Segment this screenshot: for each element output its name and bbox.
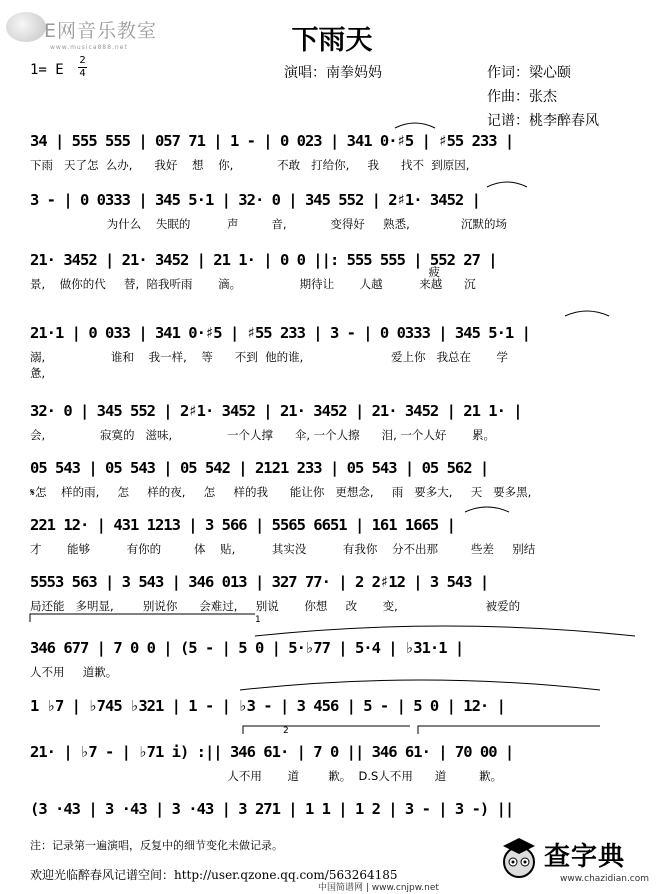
row-lyric-2: 疲 xyxy=(30,265,440,279)
row-lyric: 才 能够 有你的 体 贴, 其实没 有我你 分不出那 些差 别结 xyxy=(30,542,536,556)
logo-text: E网音乐教室 xyxy=(44,20,158,42)
volta-bracket-2b xyxy=(418,726,600,734)
logo-url: www.musica888.net xyxy=(50,44,128,51)
row-notes: 34 | 555 555 | 057 71 | 1 - | 0 023 | 341 0·♯5 | ♯55 233 | xyxy=(30,132,514,150)
row-notes: 21·1 | 0 033 | 341 0·♯5 | ♯55 233 | 3 - | 0 0333 | 345 5·1 | xyxy=(30,324,530,342)
slur xyxy=(487,182,527,187)
time-signature xyxy=(78,56,87,79)
volta-bracket-1 xyxy=(30,614,255,622)
site-watermark: 中国简谱网 | www.cnjpw.net xyxy=(318,883,439,893)
row-notes: 32· 0 | 345 552 | 2♯1· 3452 | 21· 3452 | 21· 3452 | 21 1· | xyxy=(30,402,522,420)
dictionary-badge[interactable] xyxy=(500,830,660,890)
row-notes: 05 543 | 05 543 | 05 542 | 2121 233 | 05 543 | 05 562 | xyxy=(30,459,489,477)
meter-top: 2 xyxy=(79,55,86,66)
lyricist-credit: 作词：梁心颐 xyxy=(487,65,571,81)
row-lyric: 下雨 天了怎 么办, 我好 想 你, 不敢 打给你, 我 找不 到原因, xyxy=(30,158,470,172)
meter-bottom: 4 xyxy=(79,68,86,79)
notator-credit: 记谱：桃李醉春风 xyxy=(487,113,599,129)
row-lyric: 会, 寂寞的 滋味, 一个人撑 伞, 一个人擦 泪, 一个人好 累。 xyxy=(30,428,496,442)
welcome-text[interactable]: 欢迎光临醉春风记谱空间：http://user.qzone.qq.com/563264185 xyxy=(30,868,398,882)
row-notes: 1 ♭7 | ♭745 ♭321 | 1 - | ♭3 - | 3 456 | 5 - | 5 0 | 12· | xyxy=(30,697,505,715)
row-notes: 5553 563 | 3 543 | 346 013 | 327 77· | 2 2♯12 | 3 543 | xyxy=(30,573,489,591)
composer-credit: 作曲：张杰 xyxy=(487,89,557,105)
key-signature: 1= E xyxy=(30,62,64,78)
row-lyric-2: 惫, xyxy=(30,366,46,380)
row-notes: 21· 3452 | 21· 3452 | 21 1· | 0 0 ||: 555 555 | 552 27 | xyxy=(30,251,497,269)
row-lyric: 溺, 谁和 我一样, 等 不到 他的谁, 爱上你 我总在 学 xyxy=(30,350,509,364)
row-lyric: 人不用 道 歉。 D.S人不用 道 歉。 xyxy=(30,769,503,783)
slur xyxy=(395,123,435,128)
row-lyric: 为什么 失眠的 声 音, 变得好 熟悉, 沉默的场 xyxy=(30,217,507,231)
singer-credit: 演唱：南拳妈妈 xyxy=(284,65,382,81)
badge-text: 查字典 xyxy=(544,842,626,872)
slur xyxy=(240,680,600,690)
row-notes: 21· | ♭7 - | ♭71 i) :|| 346 61· | 7 0 || 346 61· | 70 00 | xyxy=(30,743,514,761)
song-title: 下雨天 xyxy=(291,25,373,56)
row-lyric: 𝄋怎 样的雨, 怎 样的夜, 怎 样的我 能让你 更想念, 雨 要多大, 天 要多黑, xyxy=(30,485,532,499)
badge-url: www.chazidian.com xyxy=(560,874,650,884)
volta-label-1: 1 xyxy=(255,615,261,625)
slur xyxy=(465,507,509,512)
transcription-note: 注：记录第一遍演唱，反复中的细节变化未做记录。 xyxy=(30,839,283,852)
row-lyric: 局还能 多明显, 别说你 会难过, 别说 你想 改 变, 被爱的 xyxy=(30,599,521,613)
row-notes: 346 677 | 7 0 0 | (5 - | 5 0 | 5·♭77 | 5·4 | ♭31·1 | xyxy=(30,639,464,657)
row-lyric: 人不用 道歉。 xyxy=(30,665,118,679)
volta-bracket-2a xyxy=(243,726,410,734)
row-notes: (3 ·43 | 3 ·43 | 3 ·43 | 3 271 | 1 1 | 1 2 | 3 - | 3 -) || xyxy=(30,800,514,818)
row-lyric: 景, 做你的代 替, 陪我听雨 滴。 期待让 人越 来越 沉 xyxy=(30,277,476,291)
volta-label-2: 2 xyxy=(283,726,289,736)
scholar-owl-icon xyxy=(500,834,538,880)
row-notes: 221 12· | 431 1213 | 3 566 | 5565 6651 | 161 1665 | xyxy=(30,516,455,534)
slur xyxy=(565,311,609,316)
row-notes: 3 - | 0 0333 | 345 5·1 | 32· 0 | 345 552 | 2♯1· 3452 | xyxy=(30,191,480,209)
slur xyxy=(255,626,635,636)
